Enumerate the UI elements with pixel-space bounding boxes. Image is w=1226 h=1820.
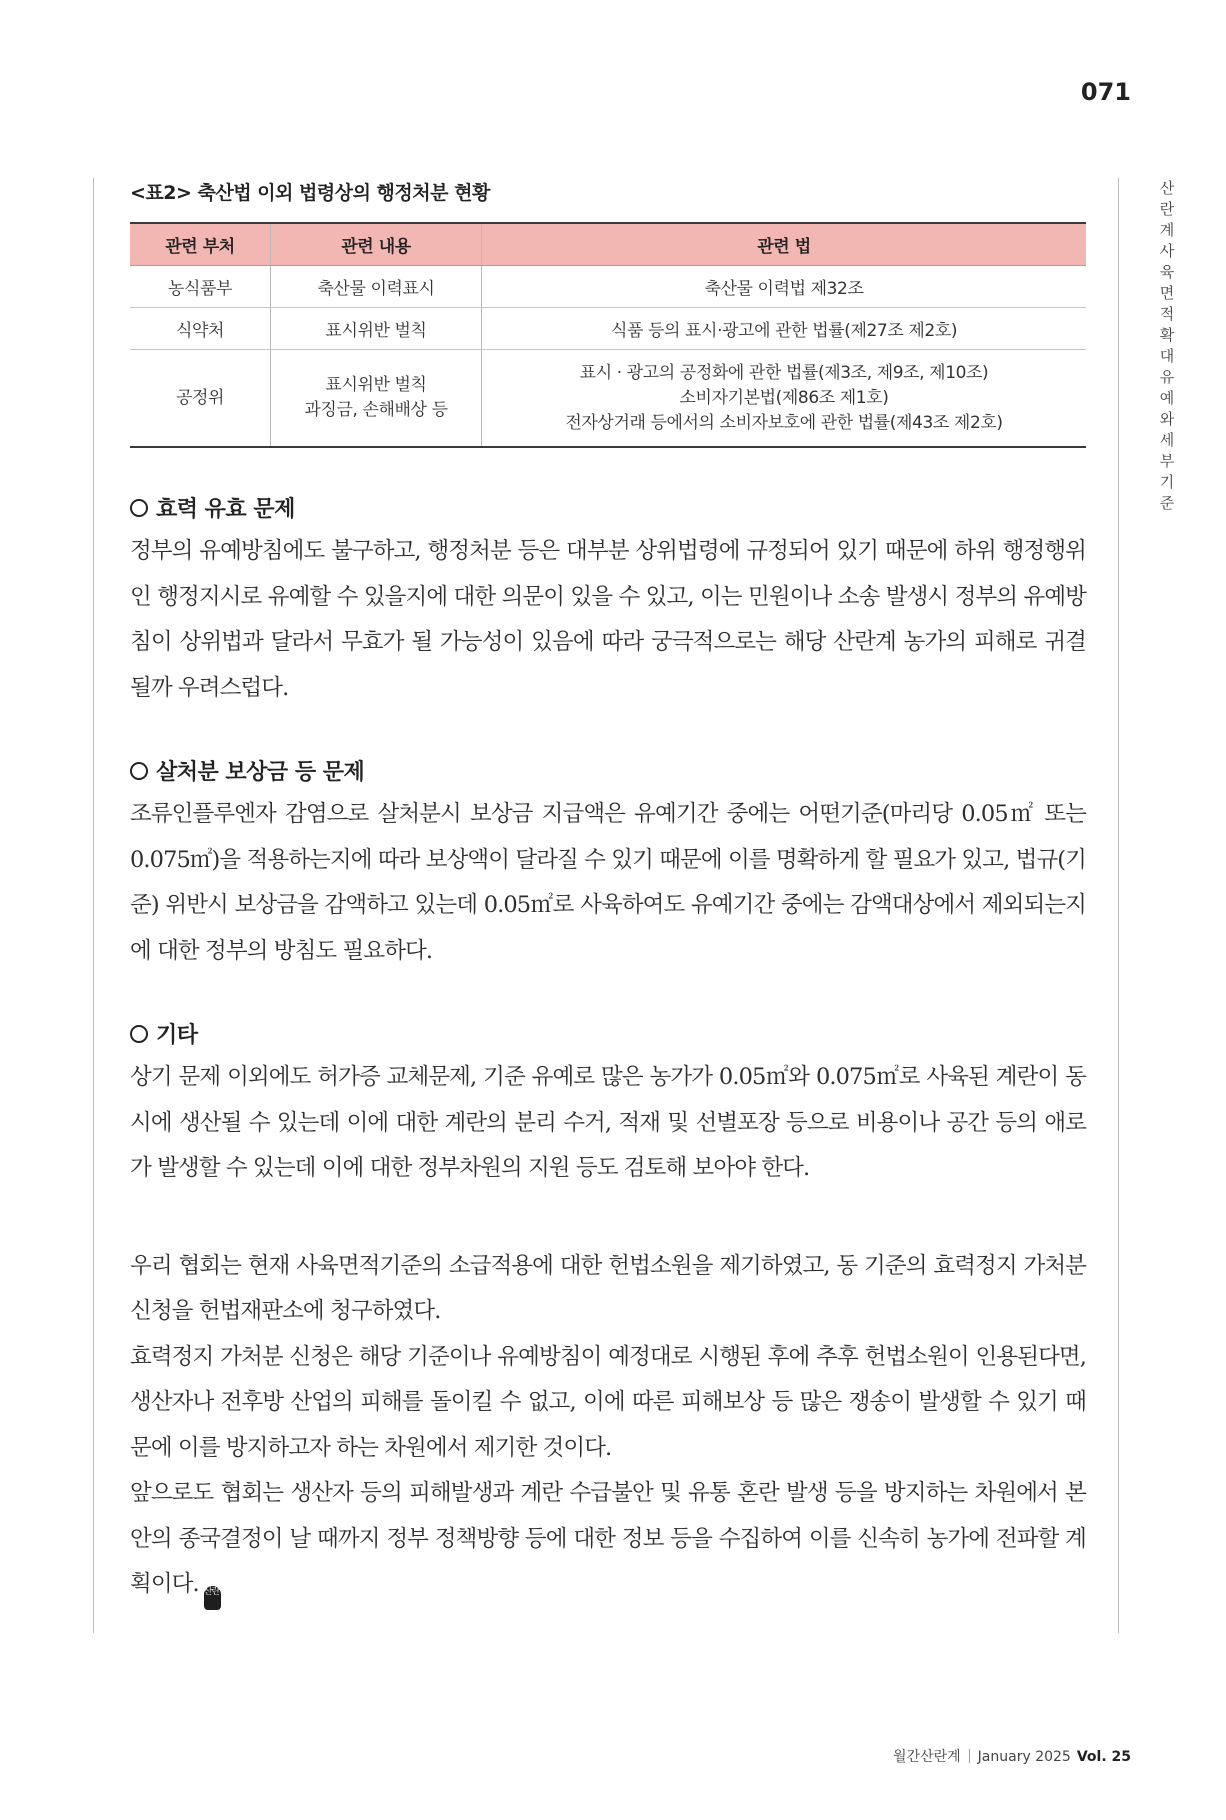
section-heading: 기타 bbox=[130, 1018, 1086, 1049]
section-validity bbox=[130, 492, 1086, 711]
closing-paragraph: 우리 협회는 현재 사육면적기준의 소급적용에 대한 헌법소원을 제기하였고, 동 기준의 효력정지 가처분 신청을 헌법재판소에 청구하였다. bbox=[130, 1252, 1086, 1324]
table-row bbox=[130, 350, 1086, 448]
header-ministry: 관련 부처 bbox=[130, 223, 271, 266]
cell-ministry: 공정위 bbox=[130, 350, 271, 448]
cell-content: 표시위반 벌칙 과징금, 손해배상 등 bbox=[271, 350, 482, 448]
section-compensation bbox=[130, 755, 1086, 974]
table-title: <표2> 축산법 이외 법령상의 행정처분 현황 bbox=[130, 182, 490, 204]
footer bbox=[893, 1746, 1131, 1766]
end-mark-icon: 산란 bbox=[204, 1586, 221, 1610]
side-title: 산란계 사육면적 확대 유예와 세부기준 bbox=[1159, 179, 1175, 512]
cell-ministry: 농식품부 bbox=[130, 266, 271, 308]
cell-law: 표시 · 광고의 공정화에 관한 법률(제3조, 제9조, 제10조) 소비자기본법(제86조 제1호) 전자상거래 등에서의 소비자보호에 관한 법률(제43조 제2호) bbox=[482, 350, 1087, 448]
magazine-name: 월간산란계 bbox=[893, 1749, 961, 1765]
cell-law: 축산물 이력법 제32조 bbox=[482, 266, 1087, 308]
section-body: 정부의 유예방침에도 불구하고, 행정처분 등은 대부분 상위법령에 규정되어 있기 때문에 하위 행정행위인 행정지시로 유예할 수 있을지에 대한 의문이 있을 수 있고, 이는 민원이나 소송 발생시 정부의 유예방침이 상위법과 달라서 무효가 될 가능성이 있음에 따라 궁극적으로는 해당 산란계 농가의 피해로 귀결될까 우려스럽다. bbox=[130, 538, 1086, 701]
cell-content: 표시위반 벌칙 bbox=[271, 308, 482, 350]
section-heading: 효력 유효 문제 bbox=[130, 492, 1086, 523]
header-law: 관련 법 bbox=[482, 223, 1087, 266]
cell-content: 축산물 이력표시 bbox=[271, 266, 482, 308]
closing-paragraph: 효력정지 가처분 신청은 해당 기준이나 유예방침이 예정대로 시행된 후에 추후 헌법소원이 인용된다면, 생산자나 전후방 산업의 피해를 돌이킬 수 없고, 이에 따른 피해보상 등 많은 쟁송이 발생할 수 있기 때문에 이를 방지하고자 하는 차원에서 제기한 것이다. bbox=[130, 1343, 1086, 1461]
cell-ministry: 식약처 bbox=[130, 308, 271, 350]
section-heading: 살처분 보상금 등 문제 bbox=[130, 755, 1086, 786]
article-content bbox=[130, 178, 1086, 1610]
volume-number: Vol. 25 bbox=[1076, 1749, 1131, 1765]
table-row bbox=[130, 266, 1086, 308]
section-body: 조류인플루엔자 감염으로 살처분시 보상금 지급액은 유예기간 중에는 어떤기준(마리당 0.05㎡ 또는 0.075㎡)을 적용하는지에 따라 보상액이 달라질 수 있기 때문에 이를 명확하게 할 필요가 있고, 법규(기준) 위반시 보상금을 감액하고 있는데 0.05㎡로 사육하여도 유예기간 중에는 감액대상에서 제외되는지에 대한 정부의 방침도 필요하다. bbox=[130, 801, 1086, 964]
circle-bullet-icon bbox=[130, 762, 148, 780]
closing-paragraphs bbox=[130, 1244, 1086, 1611]
table-row bbox=[130, 308, 1086, 350]
circle-bullet-icon bbox=[130, 499, 148, 517]
admin-penalty-table bbox=[130, 222, 1086, 448]
circle-bullet-icon bbox=[130, 1025, 148, 1043]
section-other bbox=[130, 1018, 1086, 1192]
page-number: 071 bbox=[1080, 78, 1131, 106]
issue-date: January 2025 bbox=[977, 1749, 1071, 1765]
table-header-row bbox=[130, 223, 1086, 266]
right-divider bbox=[1118, 178, 1119, 1633]
cell-law: 식품 등의 표시·광고에 관한 법률(제27조 제2호) bbox=[482, 308, 1087, 350]
section-body: 상기 문제 이외에도 허가증 교체문제, 기준 유예로 많은 농가가 0.05㎡와 0.075㎡로 사육된 계란이 동시에 생산될 수 있는데 이에 대한 계란의 분리 수거, 적재 및 선별포장 등으로 비용이나 공간 등의 애로가 발생할 수 있는데 이에 대한 정부차원의 지원 등도 검토해 보아야 한다. bbox=[130, 1064, 1086, 1181]
left-divider bbox=[93, 178, 94, 1633]
header-content: 관련 내용 bbox=[271, 223, 482, 266]
closing-paragraph: 앞으로도 협회는 생산자 등의 피해발생과 계란 수급불안 및 유통 혼란 발생 등을 방지하는 차원에서 본안의 종국결정이 날 때까지 정부 정책방향 등에 대한 정보 등을 수집하여 이를 신속히 농가에 전파할 계획이다. 산란 bbox=[130, 1471, 1086, 1610]
footer-separator bbox=[969, 1749, 970, 1763]
